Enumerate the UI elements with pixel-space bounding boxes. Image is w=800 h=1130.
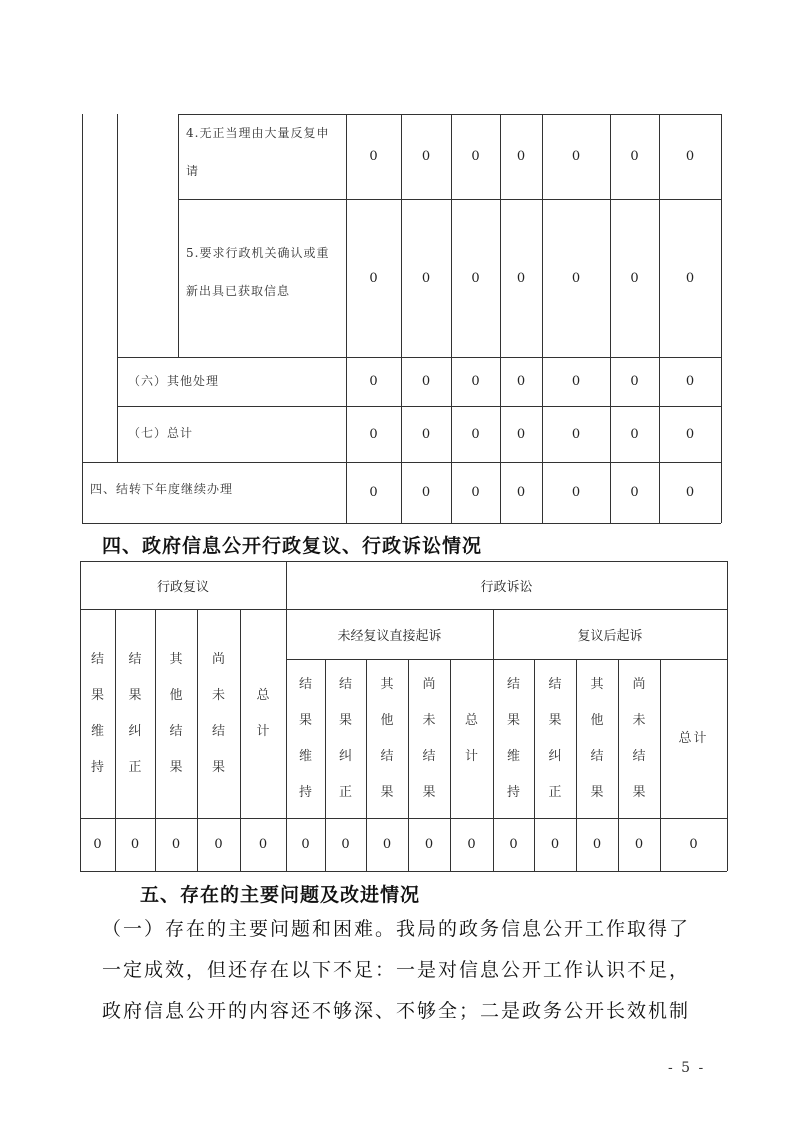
column-header: 尚 未 结 果 <box>632 676 646 800</box>
table1-value-cell: 0 <box>421 270 431 286</box>
header-admin-litigation: 行政诉讼 <box>480 579 533 595</box>
column-header: 总 计 <box>464 712 478 764</box>
table2-value-cell: 0 <box>550 837 560 852</box>
column-header: 其 他 结 果 <box>590 676 604 800</box>
table2-value-cell: 0 <box>509 837 518 852</box>
column-header: 结 果 维 持 <box>298 676 312 800</box>
table1-value-cell: 0 <box>630 149 639 164</box>
section-4-title: 四、政府信息公开行政复议、行政诉讼情况 <box>102 535 483 557</box>
table2-value-cell: 0 <box>382 837 392 852</box>
table1-value-cell: 0 <box>421 374 431 389</box>
table1-value-cell: 0 <box>516 374 526 389</box>
table2-value-cell: 0 <box>341 837 350 852</box>
table1-value-cell: 0 <box>471 426 480 442</box>
section-5-title: 五、存在的主要问题及改进情况 <box>140 884 421 906</box>
table1-value-cell: 0 <box>369 149 378 164</box>
column-header: 结 果 纠 正 <box>128 651 142 775</box>
table1-value-cell: 0 <box>471 149 480 164</box>
column-header: 尚 未 结 果 <box>422 676 436 800</box>
table1-value-cell: 0 <box>516 270 526 286</box>
row-label-carry-over: 四、结转下年度继续办理 <box>90 482 234 496</box>
table1-value-cell: 0 <box>571 485 581 500</box>
table2-value-cell: 0 <box>634 837 644 852</box>
paragraph-line-2: 一定成效，但还存在以下不足：一是对信息公开工作认识不足， <box>102 959 691 981</box>
table1-value-cell: 0 <box>471 485 480 500</box>
column-header: 结 果 纠 正 <box>338 676 352 800</box>
column-header: 结 果 维 持 <box>90 651 104 775</box>
header-direct-lawsuit: 未经复议直接起诉 <box>337 628 442 644</box>
table1-value-cell: 0 <box>369 374 378 389</box>
row-label-reconfirm-info: 5.要求行政机关确认或重 新出具已获取信息 <box>186 246 330 298</box>
table1-value-cell: 0 <box>421 426 431 442</box>
table1-value-cell: 0 <box>685 485 695 500</box>
table1-value-cell: 0 <box>685 426 695 442</box>
column-header: 总 计 <box>256 687 270 739</box>
column-header: 尚 未 结 果 <box>211 651 225 775</box>
table2-value-cell: 0 <box>467 837 476 852</box>
table2-value-cell: 0 <box>301 837 310 852</box>
paragraph-line-3: 政府信息公开的内容还不够深、不够全；二是政务公开长效机制 <box>102 1000 691 1022</box>
table2-value-cell: 0 <box>592 837 602 852</box>
table2-value-cell: 0 <box>689 837 698 852</box>
column-header: 其 他 结 果 <box>380 676 394 800</box>
table1-value-cell: 0 <box>369 270 378 286</box>
table2-value-cell: 0 <box>130 837 140 852</box>
table2-value-cell: 0 <box>214 837 223 852</box>
table1-value-cell: 0 <box>571 270 581 286</box>
column-header: 其 他 结 果 <box>169 651 183 775</box>
header-lawsuit-after-review: 复议后起诉 <box>577 628 643 644</box>
table1-value-cell: 0 <box>630 270 639 286</box>
table1-value-cell: 0 <box>571 149 581 164</box>
column-header: 结 果 维 持 <box>506 676 520 800</box>
table1-value-cell: 0 <box>630 374 639 389</box>
table1-value-cell: 0 <box>685 149 695 164</box>
paragraph-line-1: （一）存在的主要问题和困难。我局的政务信息公开工作取得了 <box>102 918 691 940</box>
table2-value-cell: 0 <box>93 837 102 852</box>
table1-value-cell: 0 <box>516 149 526 164</box>
table1-value-cell: 0 <box>630 485 639 500</box>
table1-value-cell: 0 <box>571 426 581 442</box>
table1-value-cell: 0 <box>685 270 695 286</box>
column-header: 结 果 纠 正 <box>548 676 562 800</box>
table1-value-cell: 0 <box>571 374 581 389</box>
table1-value-cell: 0 <box>471 270 480 286</box>
row-label-other-handling: （六）其他处理 <box>128 374 220 388</box>
table2-value-cell: 0 <box>424 837 434 852</box>
table2-value-cell: 0 <box>258 837 268 852</box>
header-admin-review: 行政复议 <box>156 579 209 595</box>
table1-value-cell: 0 <box>685 374 695 389</box>
table1-value-cell: 0 <box>369 426 378 442</box>
table1-value-cell: 0 <box>421 485 431 500</box>
table1-value-cell: 0 <box>471 374 480 389</box>
table2-value-cell: 0 <box>171 837 181 852</box>
row-label-total: （七）总计 <box>128 426 194 440</box>
row-label-repeated-requests: 4.无正当理由大量反复申 请 <box>186 126 330 178</box>
column-header: 总 计 <box>678 730 709 746</box>
table1-value-cell: 0 <box>516 426 526 442</box>
page-number: - 5 - <box>668 1060 706 1076</box>
table1-value-cell: 0 <box>421 149 431 164</box>
table1-value-cell: 0 <box>369 485 378 500</box>
table1-value-cell: 0 <box>630 426 639 442</box>
table1-value-cell: 0 <box>516 485 526 500</box>
